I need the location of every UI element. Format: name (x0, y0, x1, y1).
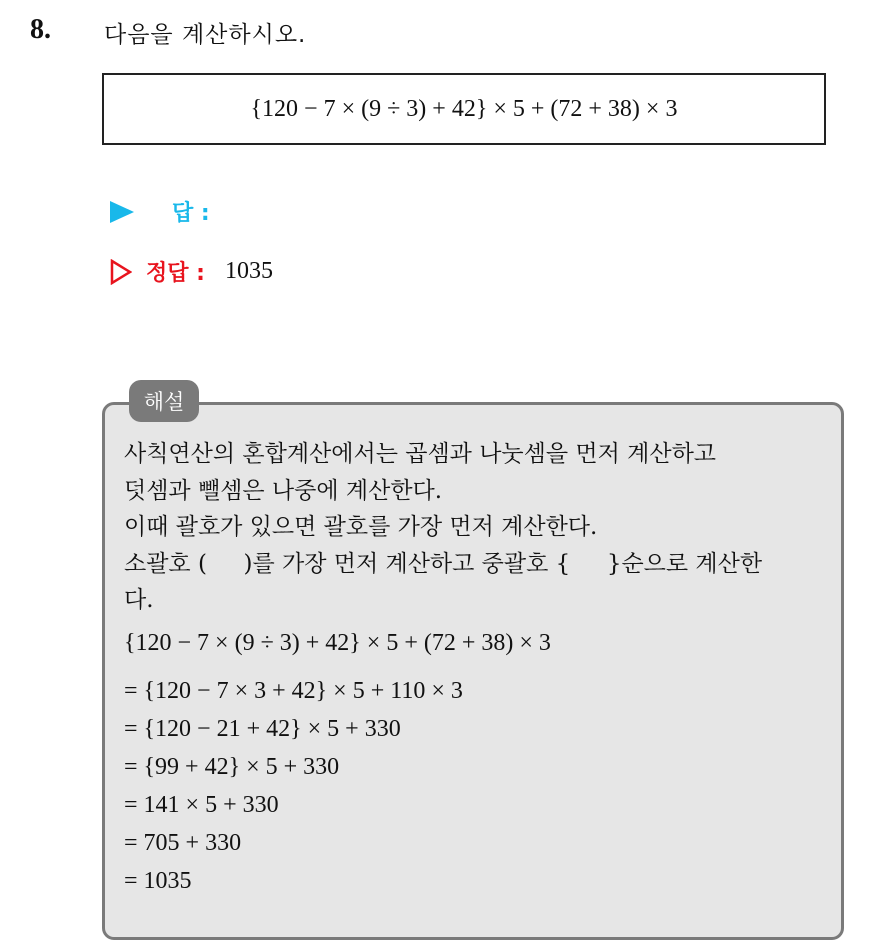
question-number: 8. (30, 14, 51, 45)
solution-tab: 해설 (129, 380, 199, 422)
correct-answer-value: 1035 (224, 258, 273, 284)
solution-step: = 705 + 330 (124, 830, 242, 856)
solution-line: 이때 괄호가 있으면 괄호를 가장 먼저 계산한다. (124, 514, 598, 540)
solution-step: = {120 − 21 + 42} × 5 + 330 (124, 716, 401, 742)
solution-step: = 1035 (124, 868, 192, 894)
correct-answer-row (110, 256, 273, 287)
solution-line: 사칙연산의 혼합계산에서는 곱셈과 나눗셈을 먼저 계산하고 (124, 441, 717, 467)
solution-line: 다. (124, 587, 154, 613)
solution-step: = {99 + 42} × 5 + 330 (124, 754, 340, 780)
answer-label: 답 : (172, 201, 210, 226)
solution-line: 소괄호 ( )를 가장 먼저 계산하고 중괄호 { }순으로 계산한 (124, 550, 763, 577)
question-prompt: 다음을 계산하시오. (104, 22, 307, 48)
play-triangle-icon (110, 201, 134, 223)
solution-step: {120 − 7 × (9 ÷ 3) + 42} × 5 + (72 + 38) × 3 (124, 630, 551, 656)
solution-paragraph (124, 436, 834, 619)
outline-triangle-icon (110, 259, 132, 285)
solution-line: 덧셈과 뺄셈은 나중에 계산한다. (124, 477, 443, 504)
answer-row (110, 196, 210, 227)
solution-step: = 141 × 5 + 330 (124, 792, 279, 818)
problem-box (102, 73, 826, 145)
solution-step: = {120 − 7 × 3 + 42} × 5 + 110 × 3 (124, 678, 463, 704)
problem-expression: {120 − 7 × (9 ÷ 3) + 42} × 5 + (72 + 38) × 3 (250, 95, 678, 122)
correct-answer-label: 정답 : (146, 261, 205, 286)
